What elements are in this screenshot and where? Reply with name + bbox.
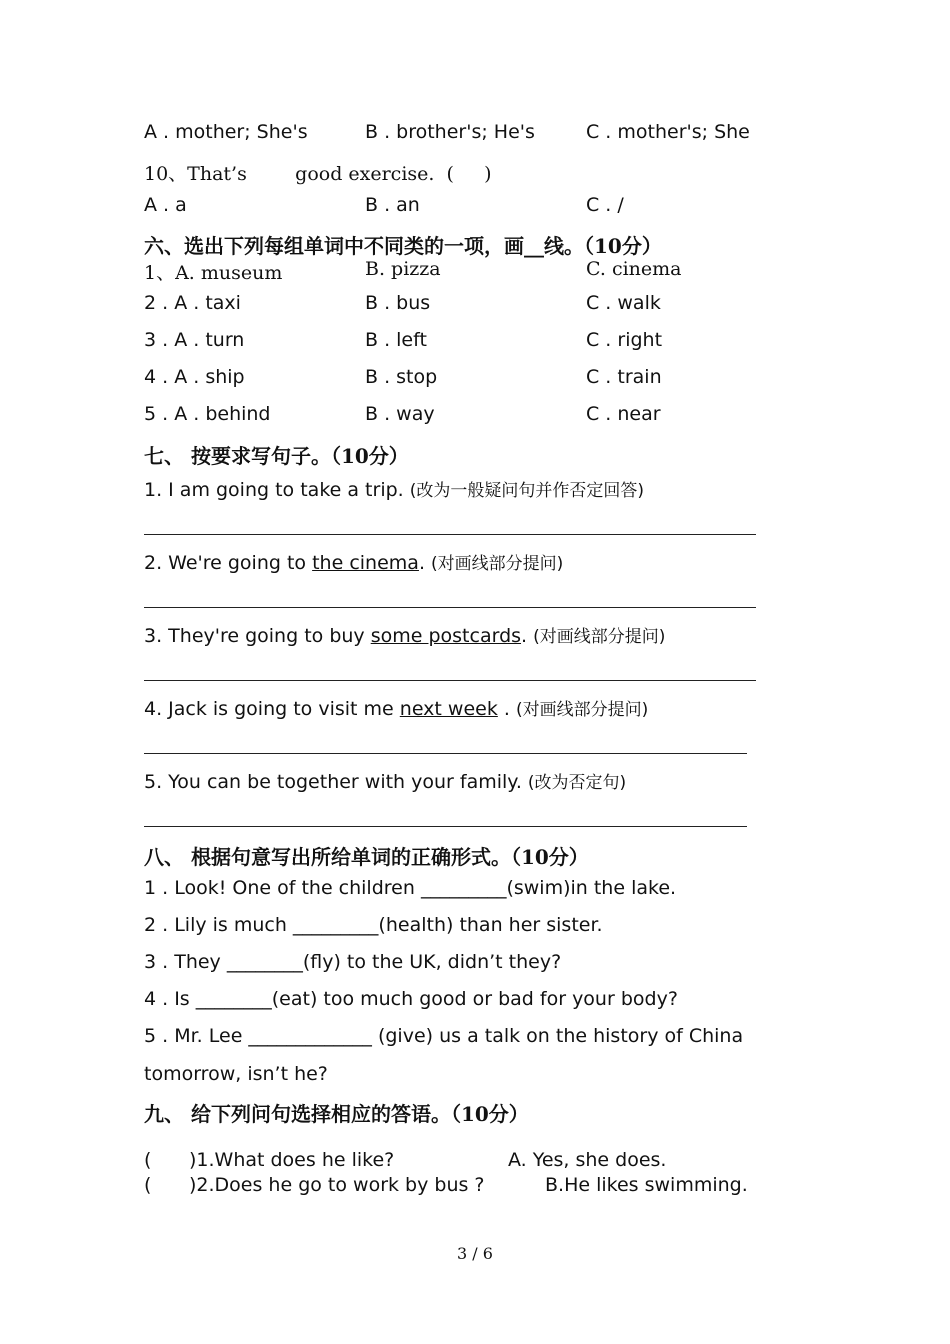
section9-title: 九、 给下列问句选择相应的答语。（10分）: [144, 1102, 529, 1126]
item-option-a: 5 . A . behind: [144, 403, 271, 425]
q10-options-row: [144, 194, 624, 216]
item-option-b: B . way: [365, 403, 435, 425]
answer-line[interactable]: [144, 607, 756, 608]
item-option-c: C . train: [586, 366, 662, 388]
section6-item-1: [144, 258, 682, 285]
sentence-end: .: [497, 698, 516, 720]
question-text: )1.What does he like?: [189, 1149, 395, 1171]
section7-title: 七、 按要求写句子。（10分）: [144, 444, 409, 468]
item-option-c: C. cinema: [586, 258, 682, 280]
section8-item-3: 3 . They ________(fly) to the UK, didn’t they?: [144, 951, 562, 973]
item-option-c: C . right: [586, 329, 663, 351]
section8-item-5: 5 . Mr. Lee _____________ (give) us a talk on the history of China: [144, 1025, 744, 1047]
instruction-note: (对画线部分提问): [515, 700, 649, 720]
sentence-text: 2. We're going to: [144, 552, 313, 574]
section8-item-4: 4 . Is ________(eat) too much good or bad for your body?: [144, 988, 678, 1010]
q9-option-b: B . brother's; He's: [365, 121, 535, 143]
answer-line[interactable]: [144, 826, 747, 827]
section8-item-1: 1 . Look! One of the children _________(swim)in the lake.: [144, 877, 677, 899]
sentence-text: 1. I am going to take a trip.: [144, 479, 410, 501]
section6-item-2: [144, 292, 661, 314]
answer-paren[interactable]: (: [144, 1149, 152, 1171]
sentence-text: 3. They're going to buy: [144, 625, 371, 647]
section6-title: 六、选出下列每组单词中不同类的一项，画__线。（10分）: [144, 234, 662, 258]
sentence-text: 5. You can be together with your family.: [144, 771, 528, 793]
underlined-part: some postcards: [370, 625, 522, 647]
instruction-note: (改为一般疑问句并作否定回答): [409, 481, 644, 501]
section6-item-4: [144, 366, 662, 388]
page-number: 3 / 6: [457, 1244, 493, 1263]
instruction-note: (对画线部分提问): [533, 627, 666, 647]
item-option-a: 4 . A . ship: [144, 366, 245, 388]
underlined-part: the cinema: [312, 552, 419, 574]
answer-line[interactable]: [144, 753, 747, 754]
answer-option: A. Yes, she does.: [508, 1149, 667, 1171]
item-option-b: B . bus: [365, 292, 431, 314]
section9-item-2: [144, 1174, 748, 1196]
section7-item-4: [144, 695, 648, 720]
sentence-text: 4. Jack is going to visit me: [144, 698, 400, 720]
answer-line[interactable]: [144, 680, 756, 681]
section8-item-5-cont: tomorrow, isn’t he?: [144, 1063, 328, 1085]
section6-item-3: [144, 329, 663, 351]
underlined-part: next week: [399, 698, 498, 720]
item-option-b: B . stop: [365, 366, 438, 388]
section6-item-5: [144, 403, 661, 425]
item-option-b: B. pizza: [365, 258, 441, 280]
item-option-c: C . near: [586, 403, 661, 425]
answer-paren[interactable]: (: [144, 1174, 152, 1196]
item-option-c: C . walk: [586, 292, 661, 314]
section8-item-2: 2 . Lily is much _________(health) than her sister.: [144, 914, 603, 936]
question-text: )2.Does he go to work by bus ?: [189, 1174, 485, 1196]
section7-item-3: [144, 622, 665, 647]
q9-option-a: A . mother; She's: [144, 121, 308, 143]
q10-option-c: C . /: [586, 194, 624, 216]
answer-line[interactable]: [144, 534, 756, 535]
item-option-a: 2 . A . taxi: [144, 292, 241, 314]
section7-item-5: [144, 768, 626, 793]
q10-stem: 10、That’s good exercise. ( ): [144, 163, 492, 185]
q10-option-a: A . a: [144, 194, 187, 216]
instruction-note: (对画线部分提问): [431, 554, 564, 574]
item-option-a: 3 . A . turn: [144, 329, 245, 351]
q9-option-c: C . mother's; She: [586, 121, 750, 143]
sentence-end: .: [418, 552, 432, 574]
section7-item-1: [144, 476, 644, 501]
item-option-a: 1、A. museum: [144, 262, 283, 284]
section8-title: 八、 根据句意写出所给单词的正确形式。（10分）: [144, 845, 589, 869]
instruction-note: (改为否定句): [527, 773, 627, 793]
section9-item-1: [144, 1149, 667, 1171]
section7-item-2: [144, 549, 563, 574]
q9-options-row: [144, 121, 750, 143]
sentence-end: .: [521, 625, 534, 647]
q10-option-b: B . an: [365, 194, 420, 216]
item-option-b: B . left: [365, 329, 427, 351]
answer-option: B.He likes swimming.: [545, 1174, 748, 1196]
